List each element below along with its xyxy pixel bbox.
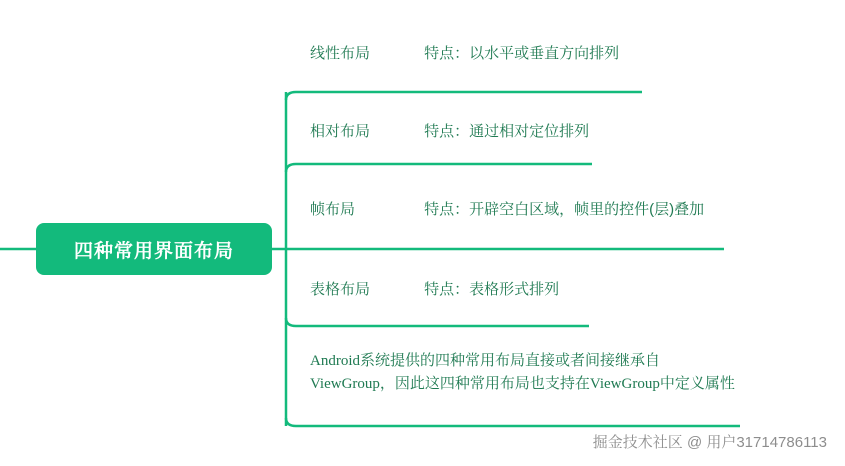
root-node-label: 四种常用界面布局 [73, 240, 234, 262]
branch-label-1: 线性布局 [310, 45, 371, 62]
edge-branch-4 [286, 318, 589, 326]
branch-node-4[interactable] [310, 278, 559, 299]
branch-node-1[interactable] [310, 42, 619, 63]
branch-feature-1: 特点：以水平或垂直方向排列 [424, 45, 620, 62]
branch-feature-2: 特点：通过相对定位排列 [424, 123, 590, 140]
branch-node-3[interactable] [310, 198, 704, 219]
edge-branch-2 [286, 164, 592, 172]
branch-node-2[interactable] [310, 120, 589, 141]
branch-feature-3: 特点：开辟空白区域，帧里的控件(层)叠加 [424, 201, 705, 218]
edge-note [286, 418, 740, 426]
branch-label-4: 表格布局 [310, 281, 371, 298]
note-node[interactable]: Android系统提供的四种常用布局直接或者间接继承自ViewGroup，因此这四种常用布局也支持在ViewGroup中定义属性 [310, 353, 735, 392]
branch-label-2: 相对布局 [310, 123, 371, 140]
branch-feature-4: 特点：表格形式排列 [424, 281, 560, 298]
branch-label-3: 帧布局 [310, 201, 356, 218]
root-node[interactable] [36, 223, 272, 275]
edge-branch-1 [286, 92, 642, 100]
watermark: 掘金技术社区 @ 用户31714786113 [592, 434, 827, 451]
